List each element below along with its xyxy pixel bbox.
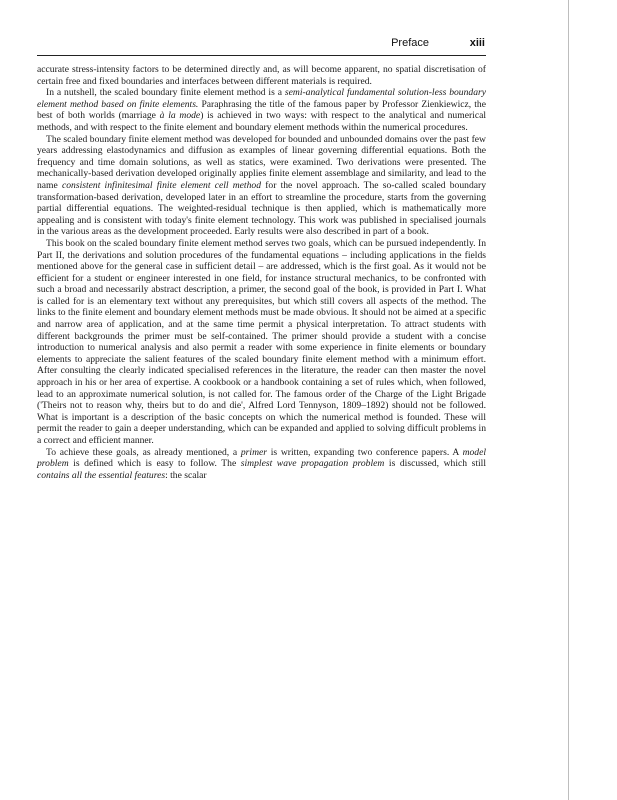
emphasis-text: contains all the essential features — [37, 469, 166, 481]
paragraph-text: is discussed, which still — [384, 458, 487, 470]
page-number: xiii — [469, 37, 485, 49]
running-head-title: Preface — [391, 37, 429, 49]
paragraph-text: To achieve these goals, as already mentioned, a — [46, 446, 241, 458]
paragraph-text: is defined which is easy to follow. The — [68, 458, 241, 470]
emphasis-text: model problem — [37, 446, 487, 470]
paragraph-text: In a nutshell, the scaled boundary finite element method is a — [46, 87, 285, 99]
emphasis-text: semi-analytical fundamental solution-less boundary element method based on finite elements. — [37, 87, 486, 110]
paragraph-text: ) is achieved in two ways: with respect to the analytical and numerical methods, and with respect to the finite element and boundary element methods within the numerical procedures. — [37, 110, 486, 133]
paragraph-text: : the scalar — [165, 469, 207, 481]
emphasis-text: simplest wave propagation problem — [240, 458, 385, 470]
paragraph-text: accurate stress-intensity factors to be determined directly and, as will become apparent, no spatial discretisation of certain free and fixed boundaries and interfaces between different materials is required. — [37, 64, 486, 87]
paragraph-4 — [37, 238, 486, 447]
emphasis-text: à la mode — [159, 110, 201, 122]
paragraph-5 — [37, 447, 486, 482]
emphasis-text: consistent infinitesimal finite element cell method — [61, 179, 261, 191]
paragraph-text: The scaled boundary finite element method was developed for bounded and unbounded domains over the past few years addressing elastodynamics and diffusion as examples of linear governing differential equations. Both the frequency and time domain solutions, as well as statics, were examined. Two derivations were presented. The mechanically-based derivation developed originally applies finite element assemblage and similarity, and lead to the name — [37, 133, 486, 191]
emphasis-text: primer — [240, 446, 267, 458]
running-header — [37, 35, 485, 55]
paragraph-3 — [37, 134, 486, 238]
paragraph-1 — [37, 64, 486, 87]
header-rule — [37, 55, 486, 56]
page-body — [37, 64, 486, 481]
paragraph-text: Paraphrasing the title of the famous paper by Professor Zienkiewicz, the best of both worlds (marriage — [37, 98, 486, 122]
page-edge — [568, 0, 569, 800]
paragraph-text: for the novel approach. The so-called scaled boundary transformation-based derivation, developed later in an effort to streamline the procedure, starts from the governing partial differential equations. The weighted-residual technique is then applied, which is mathematically more appealing and is consistent with today's finite element technology. This work was published in specialised journals in the various areas as the development proceeded. Early results were also described in part of a book. — [37, 179, 486, 238]
paragraph-2 — [37, 87, 486, 133]
paragraph-text: is written, expanding two conference papers. A — [267, 446, 463, 458]
paragraph-text: This book on the scaled boundary finite element method serves two goals, which can be pursued independently. In Part II, the derivations and solution procedures of the fundamental equations – including applications in the fields mentioned above for the general case in sufficient detail – are addressed, which is the first goal. As it would not be efficient for a student or engineer interested in one field, for instance structural mechanics, to be confronted with such a broad and necessarily abstract description, a primer, the second goal of the book, is provided in Part I. What is called for is an elementary text without any prerequisites, but which still covers all aspects of the method. The links to the finite element and boundary element methods must be made obvious. It should not be aimed at a specific and narrow area of application, and at the same time permit a physical interpretation. To attract students with different backgrounds the primer must be self-contained. The primer should provide a student with a concise introduction to numerical analysis and also permit a reader with some experience in finite elements or boundary elements to appreciate the salient features of the scaled boundary finite element method with a minimum effort. After consulting the clearly indicated specialised references in the literature, the reader can then master the novel approach in his or her area of expertise. A cookbook or a handbook containing a set of rules which, when followed, lead to an approximate numerical solution, is not called for. The famous order of the Charge of the Light Brigade ('Theirs not to reason why, theirs but to do and die', Alfred Lord Tennyson, 1809–1892) should not be followed. What is important is a description of the basic concepts on which the numerical method is founded. These will permit the reader to gain a deeper understanding, which can be expanded and applied to solving difficult problems in a correct and efficient manner. — [37, 237, 486, 446]
